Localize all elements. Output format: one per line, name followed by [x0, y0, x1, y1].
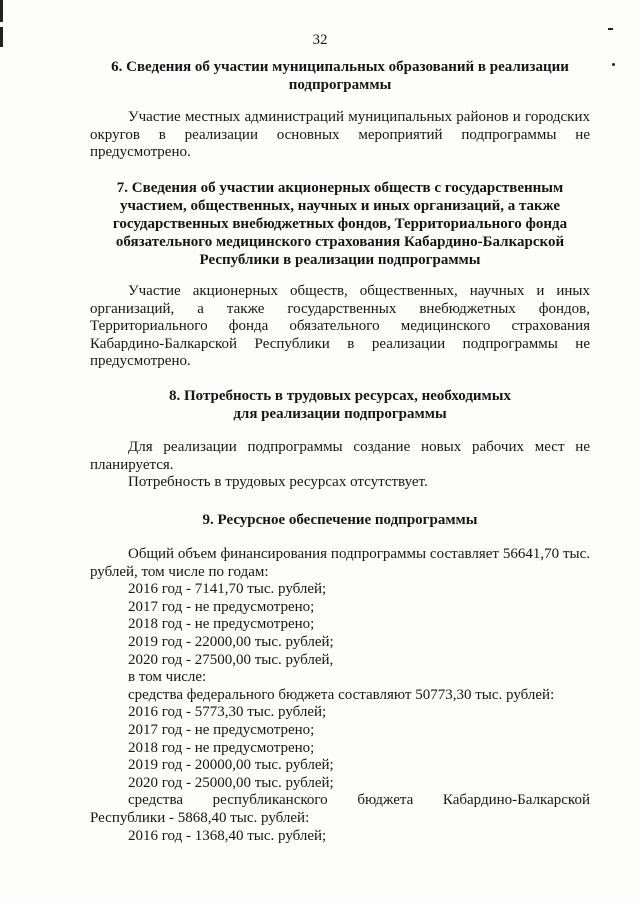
- heading-line: для реализации подпрограммы: [233, 406, 447, 422]
- section-6-heading: [90, 58, 590, 94]
- heading-line: участием, общественных, научных и иных организаций, а также: [119, 198, 561, 214]
- funding-line: 2020 год - 25000,00 тыс. рублей;: [128, 774, 334, 791]
- paragraph-line: округов в реализации основных мероприятий подпрограммы не: [90, 126, 590, 143]
- scan-dot-mark: [612, 63, 615, 66]
- paragraph-line: Участие акционерных обществ, общественных, научных и иных: [128, 283, 590, 299]
- funding-line: 2019 год - 22000,00 тыс. рублей;: [128, 633, 334, 650]
- paragraph-line: организаций, а также государственных внебюджетных фондов,: [90, 300, 590, 317]
- paragraph-line: Кабардино-Балкарской Республики в реализации подпрограммы не: [90, 335, 590, 352]
- funding-line: 2017 год - не предусмотрено;: [128, 598, 315, 615]
- heading-line: подпрограммы: [288, 77, 392, 93]
- paragraph-line: Территориального фонда обязательного медицинского страхования: [90, 318, 590, 335]
- page-number: 32: [312, 32, 328, 48]
- paragraph-line: рублей, том числе по годам:: [90, 563, 269, 580]
- paragraph-line: планируется.: [90, 456, 174, 473]
- funding-line: в том числе:: [128, 669, 207, 686]
- funding-line: 2016 год - 5773,30 тыс. рублей;: [128, 704, 327, 721]
- funding-line: 2020 год - 27500,00 тыс. рублей,: [128, 651, 334, 668]
- scan-dot-mark: [608, 28, 613, 30]
- funding-line: 2018 год - не предусмотрено;: [128, 616, 315, 633]
- paragraph-line: Участие местных администраций муниципальных районов и городских: [128, 109, 590, 125]
- section-9-heading: [90, 511, 590, 529]
- funding-line: средства республиканского бюджета Кабардино-Балкарской: [128, 792, 590, 809]
- paragraph-line: предусмотрено.: [90, 353, 191, 370]
- funding-line: средства федерального бюджета составляют 50773,30 тыс. рублей:: [128, 686, 555, 703]
- heading-line: обязательного медицинского страхования Кабардино-Балкарской: [115, 234, 565, 250]
- heading-line: 9. Ресурсное обеспечение подпрограммы: [202, 512, 478, 528]
- heading-line: 7. Сведения об участии акционерных обществ с государственным: [116, 180, 564, 196]
- heading-line: Республики в реализации подпрограммы: [199, 252, 481, 268]
- funding-line: 2017 год - не предусмотрено;: [128, 721, 315, 738]
- paragraph-line: Для реализации подпрограммы создание новых рабочих мест не: [128, 439, 590, 455]
- funding-line: 2016 год - 1368,40 тыс. рублей;: [128, 827, 327, 844]
- section-7-heading: [90, 179, 590, 269]
- section-6-paragraph: [90, 109, 590, 162]
- heading-line: 8. Потребность в трудовых ресурсах, необходимых: [169, 388, 511, 404]
- scan-edge-mark: [0, 0, 3, 22]
- section-9-body: [90, 546, 590, 845]
- paragraph-line: Потребность в трудовых ресурсах отсутствует.: [128, 474, 428, 491]
- paragraph-line: Общий объем финансирования подпрограммы составляет 56641,70 тыс.: [128, 546, 590, 562]
- funding-line: Республики - 5868,40 тыс. рублей:: [90, 809, 310, 826]
- heading-line: 6. Сведения об участии муниципальных образований в реализации: [111, 59, 569, 75]
- heading-line: государственных внебюджетных фондов, Территориального фонда: [112, 216, 568, 232]
- section-7-paragraph: [90, 283, 590, 371]
- section-8-paragraph: [90, 439, 590, 492]
- funding-line: 2016 год - 7141,70 тыс. рублей;: [128, 581, 327, 598]
- paragraph-line: предусмотрено.: [90, 144, 191, 161]
- funding-line: 2018 год - не предусмотрено;: [128, 739, 315, 756]
- section-8-heading: [90, 387, 590, 423]
- funding-line: 2019 год - 20000,00 тыс. рублей;: [128, 757, 334, 774]
